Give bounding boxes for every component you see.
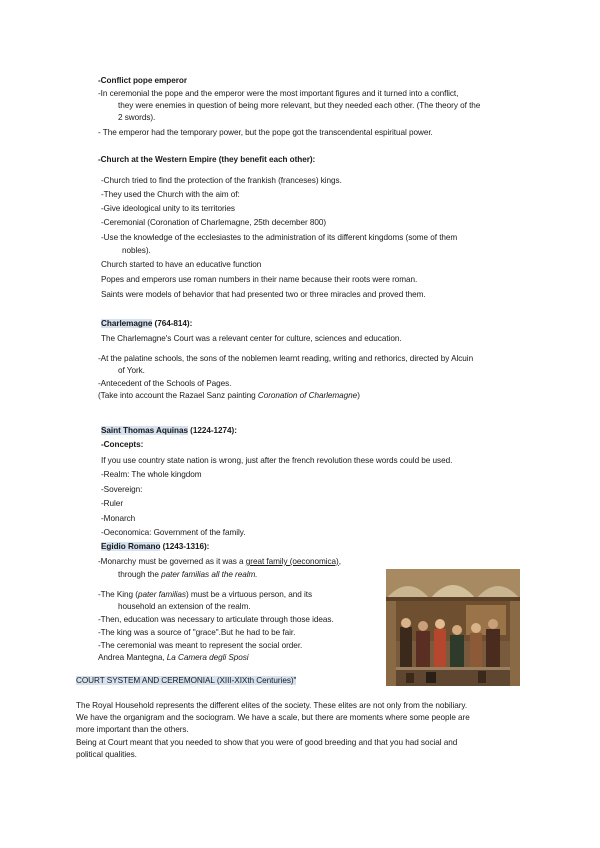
paragraph-line [98,557,341,567]
text: (Take into account the Razael Sanz painting [98,391,258,400]
text: , [338,557,341,566]
list-item: -Church tried to find the protection of the frankish (franceses) kings. [101,176,342,185]
paragraph-line: Being at Court meant that you needed to show that you were of good breeding and that you had social and [76,738,458,747]
list-item: -Ceremonial (Coronation of Charlemagne, 25th december 800) [101,218,327,227]
list-item: nobles). [122,246,151,255]
painting-title: Coronation of Charlemagne [257,391,358,400]
list-item: -Give ideological unity to its territories [101,204,235,213]
paragraph-line [98,653,249,663]
list-item: -Sovereign: [101,485,143,494]
paragraph-line: We have the organigram and the sociogram. We have a scale, but there are moments where some people are [76,713,470,722]
list-item: -Monarch [101,514,136,523]
paragraph-line: -In ceremonial the pope and the emperor were the most important figures and it turned into a conflict, [98,89,459,98]
section-heading-conflict: -Conflict pope emperor [98,76,187,85]
list-item: -Use the knowledge of the ecclesiastes to the administration of its different kingdoms (some of them [101,233,458,242]
paragraph-line: political qualities. [76,750,137,759]
text: ) [357,391,360,400]
paragraph-line: of York. [118,366,145,375]
list-item: -Ruler [101,499,123,508]
italic-term: pater familias all the realm. [161,570,258,579]
list-item: Church started to have an educative function [101,260,262,269]
highlighted-name: Saint Thomas Aquinas [101,426,188,435]
dates: (1243-1316): [160,542,210,551]
paragraph-line: more important than the others. [76,725,189,734]
list-item: Popes and emperors use roman numbers in their name because their roots were roman. [101,275,418,284]
section-heading-aquinas [101,426,237,436]
section-heading-charlemagne [101,319,192,329]
paragraph-line: -At the palatine schools, the sons of the noblemen learnt reading, writing and rethorics, directed by Alcuin [98,354,474,363]
highlighted-heading: COURT SYSTEM AND CEREMONIAL (XIII-XIXth Centuries)" [76,676,297,685]
paragraph-line: -Antecedent of the Schools of Pages. [98,379,232,388]
paragraph-line: household an extension of the realm. [118,602,251,611]
highlighted-name: Charlemagne [101,319,153,328]
paragraph-line: -Then, education was necessary to articulate through those ideas. [98,615,334,624]
fresco-icon [386,569,520,686]
paragraph-line: - The emperor had the temporary power, but the pope got the transcendental espiritual power. [98,128,433,137]
list-item: Saints were models of behavior that had presented two or three miracles and proved them. [101,290,426,299]
list-item: If you use country state nation is wrong, just after the french revolution these words could be used. [101,456,453,465]
paragraph-line: -The ceremonial was meant to represent the social order. [98,641,303,650]
highlighted-name: Egidio Romano [101,542,161,551]
paragraph-line [98,590,312,600]
painting-image [386,569,520,686]
concepts-label: -Concepts: [101,440,144,449]
text: -The King ( [98,590,138,599]
text: ) must be a virtuous person, and its [185,590,313,599]
section-heading-egidio [101,542,209,552]
paragraph-line: The Royal Household represents the different elites of the society. These elites are not only from the nobiliary. [76,701,468,710]
underlined-term: great family (oeconomica) [245,557,339,566]
text: -Monarchy must be governed as it was a [98,557,246,566]
list-item: -They used the Church with the aim of: [101,190,240,199]
paragraph-line: -The king was a source of "grace".But he had to be fair. [98,628,296,637]
section-heading-church: -Church at the Western Empire (they benefit each other): [98,155,316,164]
italic-term: pater familias [137,590,186,599]
dates: (764-814): [152,319,193,328]
paragraph-line: 2 swords). [118,113,156,122]
text: Andrea Mantegna, [98,653,167,662]
paragraph-line: The Charlemagne's Court was a relevant center for culture, sciences and education. [101,334,402,343]
list-item: -Realm: The whole kingdom [101,470,202,479]
dates: (1224-1274): [187,426,237,435]
paragraph-line [118,570,258,580]
paragraph-line [98,391,360,401]
artwork-title: La Camera degli Sposi [166,653,249,662]
section-heading-court [76,676,296,686]
list-item: -Oeconomica: Government of the family. [101,528,246,537]
paragraph-line: they were enemies in question of being more relevant, but they needed each other. (The theory of the [118,101,481,110]
text: through the [118,570,162,579]
